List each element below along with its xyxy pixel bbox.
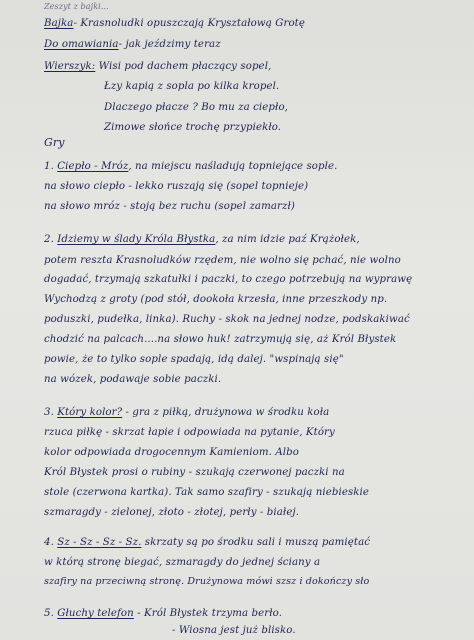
game4-line: w którą stronę biegać, szmaragdy do jednej ściany a xyxy=(44,557,321,568)
bajka-text: - Krasnoludki opuszczają Kryształową Grotę xyxy=(73,18,305,29)
omawianie-line xyxy=(44,38,221,51)
game4-number: 4. xyxy=(44,537,54,548)
game5-number: 5. xyxy=(44,608,54,619)
game2-line: poduszki, pudełka, linka). Ruchy - skok na jednej nodze, podskakiwać xyxy=(44,314,410,325)
game3-title: Który kolor? xyxy=(57,407,123,418)
game3-line xyxy=(44,406,329,419)
game1-line: na słowo ciepło - lekko ruszają się (sopel topnieje) xyxy=(44,181,309,192)
poem-line: Wisi pod dachem płaczący sopel, xyxy=(98,61,272,72)
game1-number: 1. xyxy=(44,161,54,172)
game5-line xyxy=(44,607,282,620)
game1-title: Ciepło - Mróz xyxy=(57,161,129,172)
game2-line: dogadać, trzymają szkatułki i paczki, to czego potrzebują na wyprawę xyxy=(44,274,413,285)
game4-text: skrzaty są po środku sali i muszą pamiętać xyxy=(144,537,371,548)
game3-line: Król Błystek prosi o rubiny - szukają czerwonej paczki na xyxy=(44,467,345,478)
poem-line: Dlaczego płacze ? Bo mu za ciepło, xyxy=(104,102,289,113)
game2-line xyxy=(44,233,360,246)
bajka-label: Bajka xyxy=(44,18,74,29)
game2-title: Idziemy w ślady Króla Błystka xyxy=(57,234,216,245)
game3-line: szmaragdy - zielonej, złoto - złotej, perły - białej. xyxy=(44,507,300,518)
game5-text: - Król Błystek trzyma berło. xyxy=(137,608,283,619)
game2-number: 2. xyxy=(44,234,54,245)
game3-number: 3. xyxy=(44,407,54,418)
game4-title: Sz - Sz - Sz - Sz. xyxy=(57,537,142,548)
game2-line: chodzić na palcach....na słowo huk! zatrzymują się, aż Król Błystek xyxy=(44,334,397,345)
game1-line: na słowo mróz - stoją bez ruchu (sopel zamarzł) xyxy=(44,201,295,212)
poem-line: Łzy kapią z sopla po kilka kropel. xyxy=(104,81,280,92)
game5-title: Głuchy telefon xyxy=(57,608,134,619)
wierszyk-line xyxy=(44,60,271,73)
game2-line: potem reszta Krasnoludków rzędem, nie wolno się pchać, nie wolno xyxy=(44,255,401,266)
poem-line: Zimowe słońce trochę przypiekło. xyxy=(104,122,282,133)
omawianie-text: - jak jeździmy teraz xyxy=(118,39,221,50)
game3-line: kolor odpowiada drogocennym Kamieniom. Albo xyxy=(44,447,299,458)
game2-line: powie, że to tylko sople spadają, idą dalej. "wspinają się" xyxy=(44,354,344,365)
wierszyk-label: Wierszyk: xyxy=(44,61,96,72)
game1-text: , na miejscu naśladują topniejące sople. xyxy=(128,161,338,172)
game3-line: stole (czerwona kartka). Tak samo szafiry - szukają niebieskie xyxy=(44,487,370,498)
game2-line: na wózek, podawaje sobie paczki. xyxy=(44,374,222,385)
gry-heading: Gry xyxy=(44,136,65,149)
game4-line xyxy=(44,536,370,549)
omawianie-label: Do omawiania xyxy=(44,39,119,50)
game2-line: Wychodzą z groty (pod stół, dookoła krzesła, inne przeszkody np. xyxy=(44,294,388,305)
game3-line: rzuca piłkę - skrzat łapie i odpowiada na pytanie, Który xyxy=(44,427,335,438)
game3-text: - gra z piłką, drużynowa w środku koła xyxy=(125,407,330,418)
game5-line: - Wiosna jest już blisko. xyxy=(172,625,296,636)
game1-line xyxy=(44,160,337,173)
game2-text: , za nim idzie paź Krążołek, xyxy=(215,234,360,245)
bajka-line xyxy=(44,17,305,30)
game4-line: szafiry na przeciwną stronę. Drużynowa mówi szsz i dokończy sło xyxy=(44,576,370,587)
faded-header: Zeszyt z bajki... xyxy=(44,2,109,11)
